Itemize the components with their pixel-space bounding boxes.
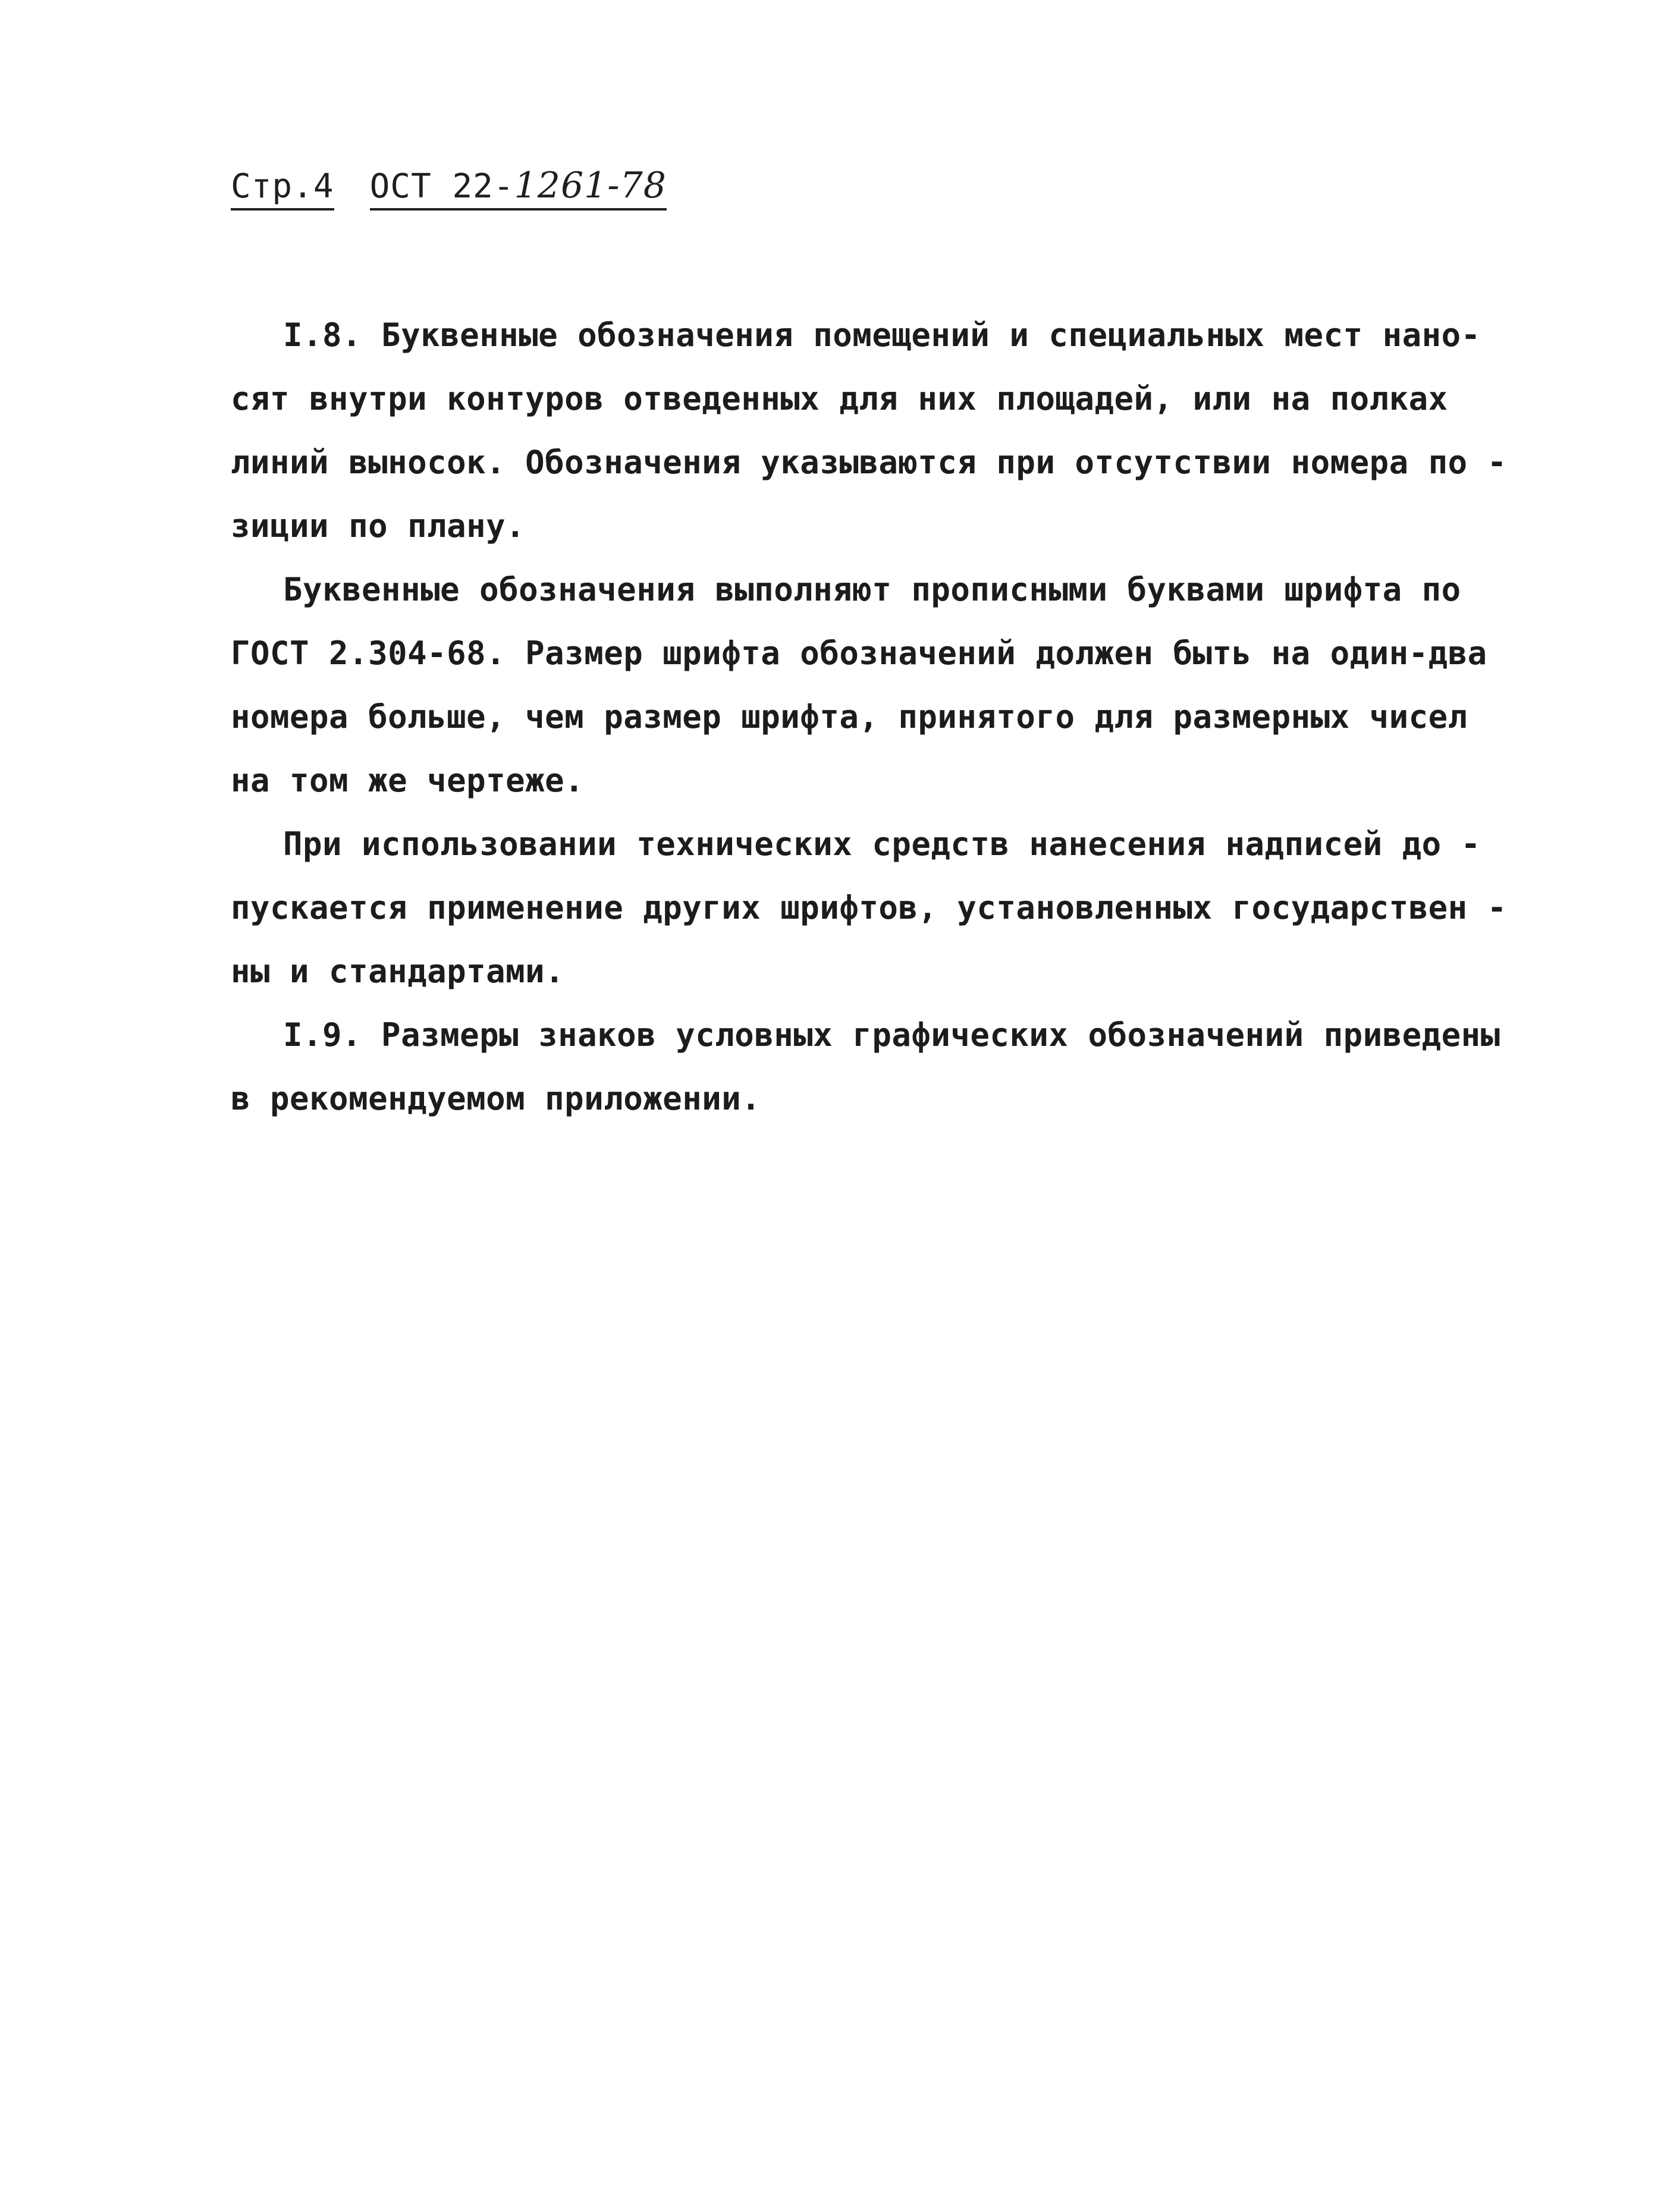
document-body: [231, 303, 1507, 1130]
paragraph-1-9-line-2: в рекомендуемом приложении.: [231, 1080, 761, 1117]
standard-prefix: ОСТ 22-: [369, 167, 514, 206]
page-header: [231, 165, 667, 210]
paragraph-1-9-line-1: I.9. Размеры знаков условных графических обозначений приведены: [283, 1016, 1500, 1054]
standard-number: 1261-78: [514, 165, 667, 206]
paragraph-letters-line-1: Буквенные обозначения выполняют прописными буквами шрифта по: [283, 571, 1461, 608]
paragraph-1-8-line-4: зиции по плану.: [231, 507, 526, 545]
paragraph-technical-line-1: При использовании технических средств нанесения надписей до -: [283, 825, 1481, 863]
paragraph-technical-line-3: ны и стандартами.: [231, 953, 565, 990]
paragraph-letters-line-4: на том же чертеже.: [231, 762, 585, 799]
paragraph-1-8-line-1: I.8. Буквенные обозначения помещений и специальных мест нано-: [283, 316, 1481, 354]
page-number: Стр.4: [231, 170, 334, 210]
paragraph-1-8-line-3: линий выносок. Обозначения указываются при отсутствии номера по -: [231, 444, 1507, 481]
paragraph-1-8-line-2: сят внутри контуров отведенных для них площадей, или на полках: [231, 380, 1448, 417]
paragraph-letters-line-3: номера больше, чем размер шрифта, принятого для размерных чисел: [231, 698, 1468, 736]
paragraph-letters-line-2: ГОСТ 2.304-68. Размер шрифта обозначений должен быть на один-два: [231, 634, 1487, 672]
standard-designation: [369, 165, 667, 210]
paragraph-technical-line-2: пускается применение других шрифтов, установленных государствен -: [231, 889, 1507, 926]
